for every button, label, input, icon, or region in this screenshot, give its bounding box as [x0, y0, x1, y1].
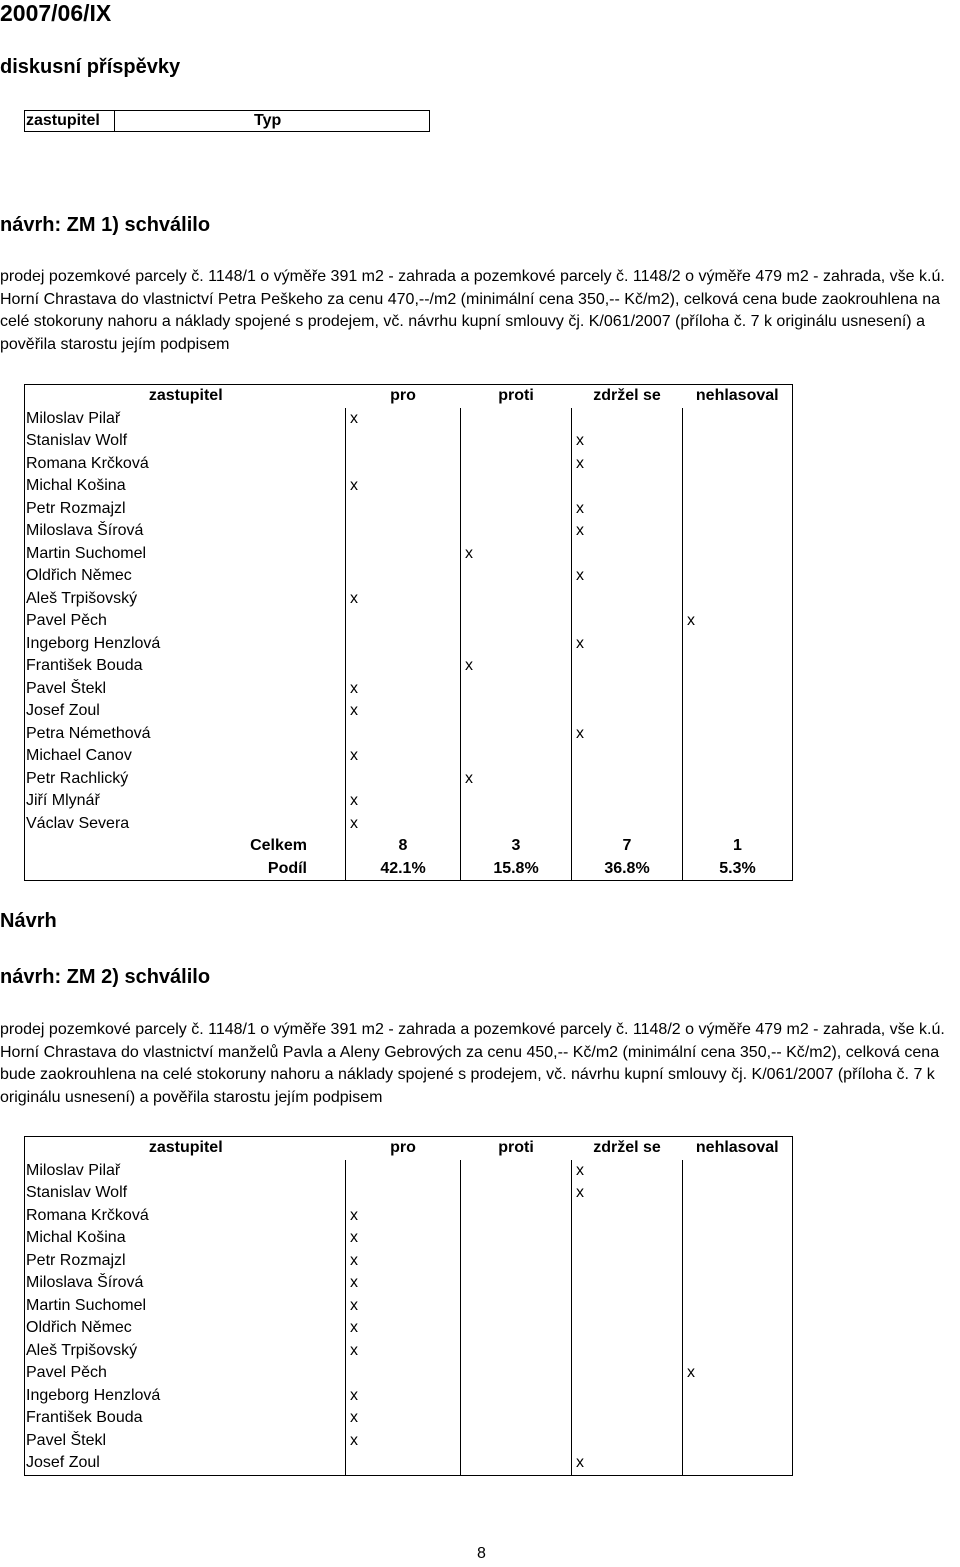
vote-cell	[346, 610, 461, 633]
vote-cell	[683, 1430, 793, 1453]
share-value: 42.1%	[346, 858, 461, 881]
table-row	[25, 1385, 793, 1408]
member-name: Pavel Štekl	[25, 1430, 346, 1453]
totals-label: Celkem	[25, 835, 346, 858]
vote-cell: x	[572, 1452, 683, 1475]
vote-cell	[683, 498, 793, 521]
vote-cell	[461, 498, 572, 521]
vote-cell	[683, 565, 793, 588]
vote-cell	[461, 1430, 572, 1453]
vote-cell	[346, 1160, 461, 1183]
vote-cell	[461, 1182, 572, 1205]
vote-cell: x	[572, 520, 683, 543]
vote-cell	[461, 1295, 572, 1318]
vote-cell	[572, 1340, 683, 1363]
total-value: 8	[346, 835, 461, 858]
vote-cell: x	[346, 1227, 461, 1250]
member-name: Miloslava Šírová	[25, 520, 346, 543]
vote-cell	[572, 813, 683, 836]
total-value: 7	[572, 835, 683, 858]
vote-cell: x	[572, 498, 683, 521]
member-name: Miloslav Pilař	[25, 408, 346, 431]
vote-cell	[683, 1407, 793, 1430]
table-row	[25, 1250, 793, 1273]
table-row	[25, 1317, 793, 1340]
table-row	[25, 1295, 793, 1318]
vote-cell: x	[346, 678, 461, 701]
table-row	[25, 1160, 793, 1183]
vote-cell	[346, 768, 461, 791]
vote-cell	[346, 723, 461, 746]
vote-cell	[572, 1227, 683, 1250]
vote-cell	[683, 1385, 793, 1408]
page-number: 8	[477, 1545, 486, 1562]
header-col-zastupitel: zastupitel	[25, 111, 115, 131]
vote-cell: x	[346, 790, 461, 813]
vote-cell: x	[461, 655, 572, 678]
vote-cell	[683, 1205, 793, 1228]
vote-cell	[572, 790, 683, 813]
vote-cell	[461, 1205, 572, 1228]
vote-cell	[461, 1250, 572, 1273]
vote-cell	[346, 430, 461, 453]
table-row	[25, 610, 793, 633]
totals-row	[25, 835, 793, 858]
vote-cell	[461, 1452, 572, 1475]
column-header: zdržel se	[572, 385, 683, 408]
member-name: Pavel Štekl	[25, 678, 346, 701]
vote-cell	[461, 1407, 572, 1430]
vote-cell: x	[346, 1430, 461, 1453]
vote-cell	[346, 633, 461, 656]
vote-cell: x	[346, 1340, 461, 1363]
column-header: zastupitel	[25, 1137, 346, 1160]
vote-cell	[461, 1160, 572, 1183]
vote-cell	[346, 498, 461, 521]
vote-cell	[346, 655, 461, 678]
table-row	[25, 520, 793, 543]
member-name: Petr Rachlický	[25, 768, 346, 791]
proposal2-heading: návrh: ZM 2) schválilo	[0, 966, 211, 988]
vote-cell	[572, 543, 683, 566]
vote-table-2	[24, 1136, 793, 1476]
member-name: Oldřich Němec	[25, 1317, 346, 1340]
vote-cell	[461, 610, 572, 633]
header-col-typ: Typ	[254, 112, 282, 129]
vote-cell	[683, 723, 793, 746]
table-row	[25, 1452, 793, 1475]
table-row	[25, 1205, 793, 1228]
member-name: Michael Canov	[25, 745, 346, 768]
column-header: nehlasoval	[683, 1137, 793, 1160]
vote-cell	[683, 700, 793, 723]
vote-cell	[346, 453, 461, 476]
vote-cell: x	[346, 1317, 461, 1340]
vote-table-1	[24, 384, 793, 881]
proposal1-text: prodej pozemkové parcely č. 1148/1 o výměře 391 m2 - zahrada a pozemkové parcely č. 1148/2 o výměře 479 m2 - zahrada, vše k.ú. Horní Chrastava do vlastnictví Petra Peškeho za cenu 470,--/m2 (minimální cena 350,-- Kč/m2), celková cena bude zaokrouhlena na celé stokoruny nahoru a náklady spojené s prodejem, vč. návrhu kupní smlouvy čj. K/061/2007 (příloha č. 7 k originálu usnesení) a pověřila starostu jejím podpisem	[0, 268, 945, 354]
member-name: Romana Krčková	[25, 1205, 346, 1228]
vote-cell	[683, 1227, 793, 1250]
member-name: Michal Košina	[25, 1227, 346, 1250]
vote-cell: x	[346, 1272, 461, 1295]
table-row	[25, 700, 793, 723]
table-row	[25, 408, 793, 431]
table-row	[25, 655, 793, 678]
vote-cell: x	[572, 723, 683, 746]
proposal2-text: prodej pozemkové parcely č. 1148/1 o výměře 391 m2 - zahrada a pozemkové parcely č. 1148/2 o výměře 479 m2 - zahrada, vše k.ú. Horní Chrastava do vlastnictví manželů Pavla a Aleny Gebrových za cenu 450,-- Kč/m2 (minimální cena 350,-- Kč/m2), celková cena bude zaokrouhlena na celé stokoruny nahoru a náklady spojené s prodejem, vč. návrhu kupní smlouvy čj. K/061/2007 (příloha č. 7 k originálu usnesení) a pověřila starostu jejím podpisem	[0, 1021, 945, 1107]
vote-cell	[461, 1385, 572, 1408]
vote-cell: x	[572, 1160, 683, 1183]
section-title: diskusní příspěvky	[0, 56, 181, 78]
vote-cell	[461, 1362, 572, 1385]
member-name: Josef Zoul	[25, 1452, 346, 1475]
vote-cell	[461, 745, 572, 768]
vote-cell	[572, 475, 683, 498]
vote-cell	[461, 1227, 572, 1250]
vote-cell	[683, 408, 793, 431]
vote-cell	[683, 588, 793, 611]
vote-cell	[346, 520, 461, 543]
vote-cell	[461, 813, 572, 836]
member-name: Petr Rozmajzl	[25, 1250, 346, 1273]
vote-cell	[461, 1317, 572, 1340]
vote-cell	[572, 1250, 683, 1273]
vote-cell	[683, 430, 793, 453]
vote-cell	[572, 745, 683, 768]
vote-cell	[346, 565, 461, 588]
vote-cell: x	[346, 813, 461, 836]
vote-cell	[683, 768, 793, 791]
vote-cell	[461, 1272, 572, 1295]
vote-cell	[461, 430, 572, 453]
column-header: proti	[461, 385, 572, 408]
vote-cell	[572, 1205, 683, 1228]
vote-cell	[461, 588, 572, 611]
member-name: Ingeborg Henzlová	[25, 633, 346, 656]
vote-cell	[572, 700, 683, 723]
vote-cell: x	[346, 1250, 461, 1273]
vote-cell	[461, 678, 572, 701]
table-row	[25, 1227, 793, 1250]
vote-table-header	[25, 385, 793, 408]
vote-cell	[683, 745, 793, 768]
vote-cell	[683, 655, 793, 678]
table-row	[25, 588, 793, 611]
vote-cell: x	[346, 588, 461, 611]
member-name: Václav Severa	[25, 813, 346, 836]
vote-table-header	[25, 1137, 793, 1160]
vote-cell	[572, 678, 683, 701]
vote-cell: x	[572, 633, 683, 656]
column-header: zastupitel	[25, 385, 346, 408]
vote-cell	[346, 1182, 461, 1205]
vote-cell: x	[572, 453, 683, 476]
vote-cell	[572, 1362, 683, 1385]
vote-cell	[683, 1317, 793, 1340]
member-name: Michal Košina	[25, 475, 346, 498]
document-title: 2007/06/IX	[0, 0, 112, 26]
vote-cell	[683, 1452, 793, 1475]
table-row	[25, 633, 793, 656]
vote-cell	[683, 453, 793, 476]
vote-cell	[461, 700, 572, 723]
share-value: 15.8%	[461, 858, 572, 881]
total-value: 3	[461, 835, 572, 858]
table-row	[25, 430, 793, 453]
table-row	[25, 1407, 793, 1430]
vote-cell	[461, 1340, 572, 1363]
column-header: pro	[346, 1137, 461, 1160]
vote-cell	[572, 1317, 683, 1340]
vote-cell: x	[346, 700, 461, 723]
member-name: Petra Némethová	[25, 723, 346, 746]
vote-cell	[683, 1340, 793, 1363]
share-label: Podíl	[25, 858, 346, 881]
vote-cell	[572, 1295, 683, 1318]
member-name: Romana Krčková	[25, 453, 346, 476]
table-row	[25, 1340, 793, 1363]
column-header: proti	[461, 1137, 572, 1160]
vote-cell: x	[346, 408, 461, 431]
vote-cell	[572, 1385, 683, 1408]
table-row	[25, 790, 793, 813]
member-name: Martin Suchomel	[25, 543, 346, 566]
member-name: Oldřich Němec	[25, 565, 346, 588]
vote-cell: x	[683, 1362, 793, 1385]
share-value: 36.8%	[572, 858, 683, 881]
vote-cell	[683, 678, 793, 701]
total-value: 1	[683, 835, 793, 858]
table-row	[25, 723, 793, 746]
vote-cell	[683, 1295, 793, 1318]
vote-cell: x	[572, 430, 683, 453]
member-name: Stanislav Wolf	[25, 430, 346, 453]
table-row	[25, 498, 793, 521]
vote-cell	[461, 453, 572, 476]
vote-cell: x	[346, 1385, 461, 1408]
vote-cell	[461, 565, 572, 588]
vote-cell	[683, 1182, 793, 1205]
vote-cell: x	[346, 1205, 461, 1228]
vote-cell: x	[572, 1182, 683, 1205]
column-header: zdržel se	[572, 1137, 683, 1160]
table-row	[25, 1272, 793, 1295]
vote-cell	[683, 813, 793, 836]
table-row	[25, 453, 793, 476]
vote-cell	[461, 790, 572, 813]
vote-cell	[683, 1160, 793, 1183]
vote-cell	[461, 408, 572, 431]
member-name: Aleš Trpišovský	[25, 588, 346, 611]
table-row	[25, 768, 793, 791]
share-value: 5.3%	[683, 858, 793, 881]
member-name: Petr Rozmajzl	[25, 498, 346, 521]
member-name: Josef Zoul	[25, 700, 346, 723]
vote-cell	[572, 655, 683, 678]
vote-cell	[572, 1272, 683, 1295]
vote-cell: x	[461, 543, 572, 566]
vote-cell: x	[572, 565, 683, 588]
vote-cell	[346, 543, 461, 566]
proposal1-heading: návrh: ZM 1) schválilo	[0, 214, 211, 236]
header-table	[24, 110, 430, 132]
proposal1-result: Návrh	[0, 910, 57, 932]
vote-cell	[572, 768, 683, 791]
vote-cell	[683, 633, 793, 656]
vote-cell: x	[461, 768, 572, 791]
share-row	[25, 858, 793, 881]
table-row	[25, 813, 793, 836]
vote-cell: x	[346, 745, 461, 768]
table-row	[25, 1182, 793, 1205]
member-name: Pavel Pěch	[25, 610, 346, 633]
vote-cell	[683, 520, 793, 543]
member-name: Miloslava Šírová	[25, 1272, 346, 1295]
vote-cell	[683, 475, 793, 498]
vote-cell	[572, 1430, 683, 1453]
vote-cell	[683, 790, 793, 813]
vote-cell	[346, 1452, 461, 1475]
member-name: Jiří Mlynář	[25, 790, 346, 813]
member-name: Stanislav Wolf	[25, 1182, 346, 1205]
member-name: Ingeborg Henzlová	[25, 1385, 346, 1408]
table-row	[25, 475, 793, 498]
vote-cell	[461, 520, 572, 543]
column-header: pro	[346, 385, 461, 408]
member-name: Pavel Pěch	[25, 1362, 346, 1385]
vote-cell	[683, 1250, 793, 1273]
vote-cell	[572, 1407, 683, 1430]
member-name: Aleš Trpišovský	[25, 1340, 346, 1363]
vote-cell	[461, 475, 572, 498]
member-name: František Bouda	[25, 1407, 346, 1430]
table-row	[25, 745, 793, 768]
vote-cell	[572, 610, 683, 633]
column-header: nehlasoval	[683, 385, 793, 408]
table-row	[25, 543, 793, 566]
member-name: Martin Suchomel	[25, 1295, 346, 1318]
vote-cell: x	[683, 610, 793, 633]
vote-cell	[346, 1362, 461, 1385]
table-row	[25, 1430, 793, 1453]
vote-cell	[572, 408, 683, 431]
vote-cell	[461, 723, 572, 746]
vote-cell	[683, 543, 793, 566]
vote-cell	[572, 588, 683, 611]
vote-cell: x	[346, 1407, 461, 1430]
vote-cell	[683, 1272, 793, 1295]
table-row	[25, 1362, 793, 1385]
table-row	[25, 678, 793, 701]
table-row	[25, 565, 793, 588]
member-name: František Bouda	[25, 655, 346, 678]
vote-cell: x	[346, 475, 461, 498]
member-name: Miloslav Pilař	[25, 1160, 346, 1183]
vote-cell	[461, 633, 572, 656]
vote-cell: x	[346, 1295, 461, 1318]
